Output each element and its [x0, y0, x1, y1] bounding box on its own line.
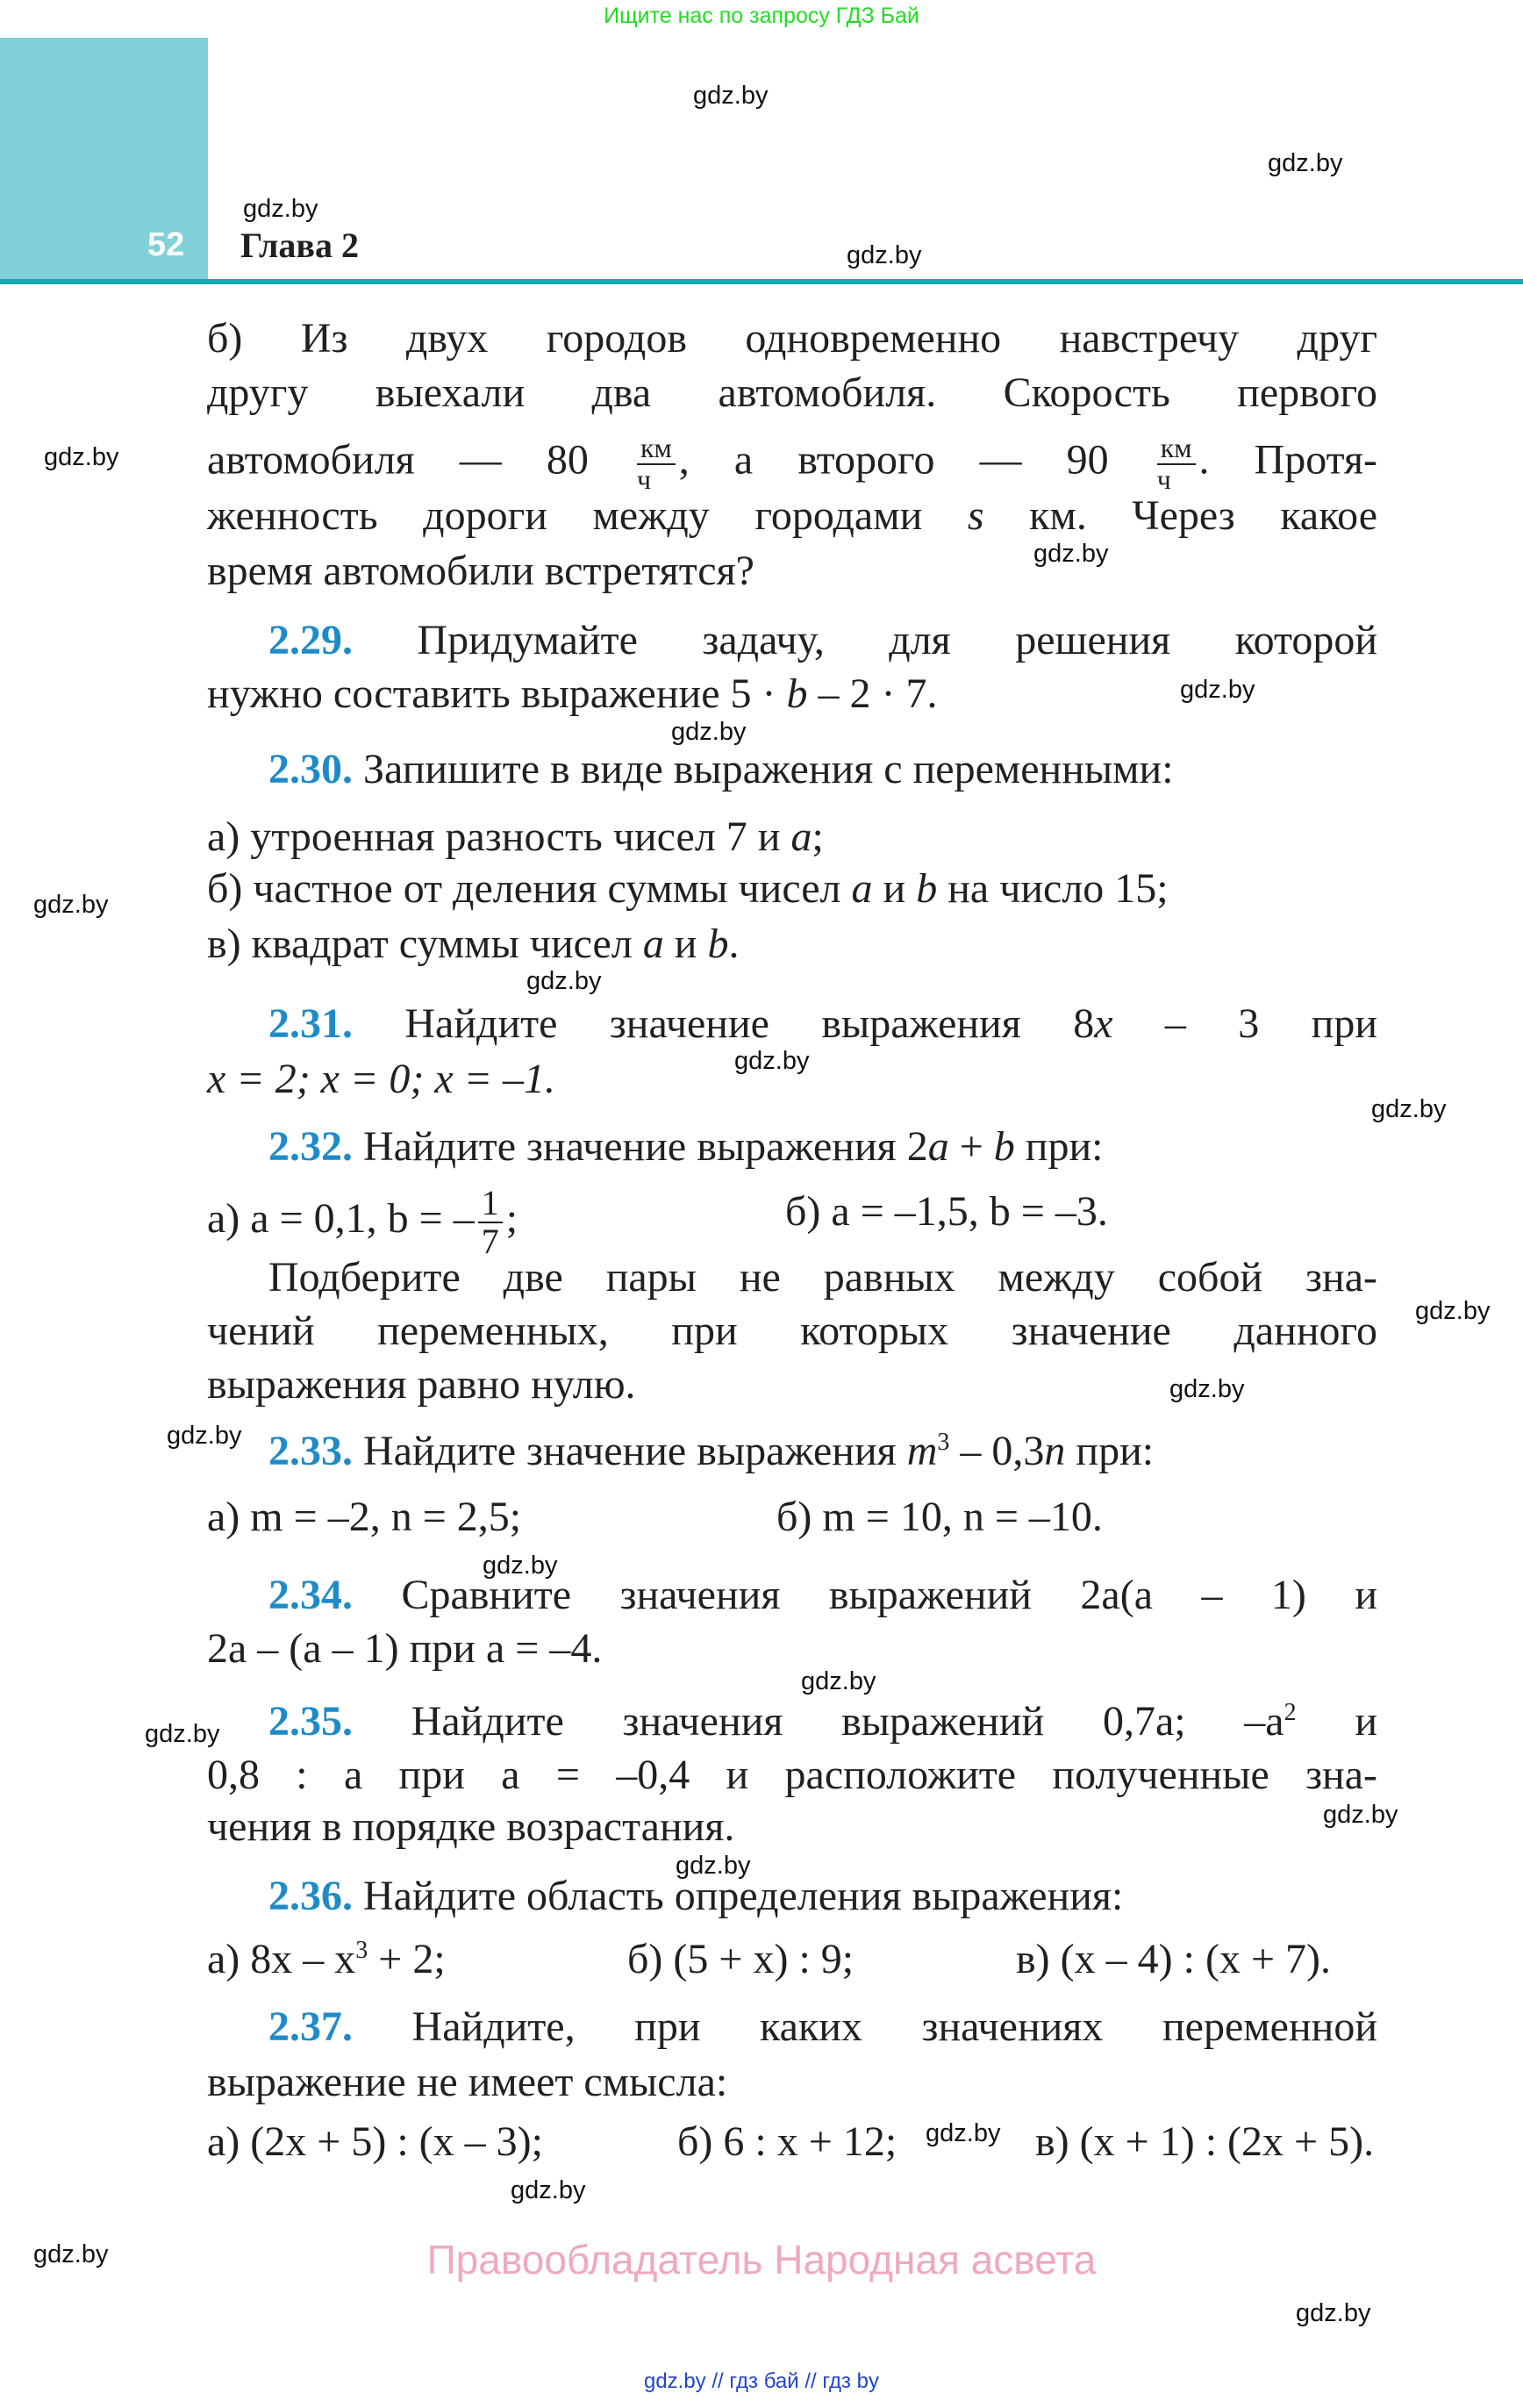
exercise-number: 2.30.: [268, 746, 353, 792]
exercise-2-37: 2.37. Найдите, при каких значениях переменной: [268, 2003, 1378, 2050]
watermark: gdz.by: [1371, 1095, 1447, 1123]
exercise-number: 2.33.: [268, 1428, 353, 1474]
page-number: 52: [147, 226, 185, 263]
text-line: 2a – (a – 1) при a = –4.: [207, 1625, 603, 1672]
option-c: в) (x + 1) : (2x + 5).: [1035, 2118, 1375, 2165]
watermark: gdz.by: [1323, 1801, 1398, 1829]
watermark: gdz.by: [44, 443, 119, 471]
option-c: в) (x – 4) : (x + 7).: [1016, 1936, 1331, 1982]
option-a: а) утроенная разность чисел 7 и a;: [207, 813, 824, 860]
exercise-2-36: 2.36. Найдите область определения выражения:: [268, 1873, 1124, 1919]
watermark: gdz.by: [693, 82, 769, 110]
option-a: а) $8x - x^3 + 2$;: [207, 1936, 446, 1982]
watermark: gdz.by: [511, 2176, 586, 2204]
exercise-2-33: 2.33. Найдите значение выражения $m^3 - 0,3n$ при:: [268, 1428, 1155, 1474]
footer-links[interactable]: gdz.by // гдз бай // гдз by: [643, 2369, 880, 2393]
text-line: выражение не имеет смысла:: [207, 2059, 728, 2105]
exercise-number: 2.36.: [268, 1873, 353, 1919]
exercise-2-30: 2.30. Запишите в виде выражения с переменными:: [268, 746, 1174, 792]
watermark: gdz.by: [1296, 2299, 1371, 2327]
unit-fraction: $\frac{км}{ч}$: [637, 434, 676, 494]
text-line: женность дороги между городами s км. Через какое: [207, 492, 1377, 539]
option-b: б) (5 + x) : 9;: [627, 1936, 854, 1982]
watermark: gdz.by: [671, 718, 747, 746]
option-b: б) m = 10, n = –10.: [776, 1494, 1103, 1540]
watermark: gdz.by: [847, 241, 922, 269]
watermark: gdz.by: [33, 2240, 109, 2268]
exercise-2-32: 2.32. Найдите значение выражения 2a + b при:: [268, 1123, 1104, 1170]
exercise-number: 2.35.: [268, 1698, 353, 1745]
watermark: gdz.by: [526, 967, 602, 995]
exercise-number: 2.31.: [268, 1000, 353, 1047]
option-c: в) квадрат суммы чисел a и b.: [207, 921, 740, 967]
text-line: Подберите две пары не равных между собой зна-: [268, 1254, 1377, 1301]
copyright-notice: Правообладатель Народная асвета: [426, 2237, 1097, 2283]
text-line: x = 2; x = 0; x = –1.: [207, 1056, 556, 1102]
text-line: б) Из двух городов одновременно навстречу друг: [207, 315, 1377, 362]
exercise-2-29: 2.29. Придумайте задачу, для решения которой: [268, 617, 1378, 663]
option-a: а) a = 0,1, b = – $\frac{1}{7}$ ;: [207, 1183, 518, 1261]
exercise-2-31: 2.31. Найдите значение выражения 8x – 3 при: [268, 1000, 1378, 1047]
option-b: б) частное от деления суммы чисел a и b на число 15;: [207, 865, 1169, 912]
text-line: время автомобили встретятся?: [207, 548, 754, 594]
option-b: б) a = –1,5, b = –3.: [785, 1188, 1108, 1235]
watermark: gdz.by: [243, 195, 318, 223]
top-banner: Ищите нас по запросу ГДЗ Бай: [604, 4, 919, 28]
watermark: gdz.by: [145, 1720, 220, 1748]
watermark: gdz.by: [926, 2119, 1001, 2147]
text-line: выражения равно нулю.: [207, 1361, 636, 1408]
text-line: другу выехали два автомобиля. Скорость первого: [207, 369, 1377, 416]
fraction: $\frac{1}{7}$: [478, 1185, 503, 1260]
watermark: gdz.by: [33, 891, 109, 919]
chapter-title: Глава 2: [240, 226, 359, 265]
exercise-number: 2.32.: [268, 1123, 353, 1170]
option-a: а) (2x + 5) : (x – 3);: [207, 2118, 543, 2165]
watermark: gdz.by: [1268, 149, 1343, 177]
unit-fraction: $\frac{км}{ч}$: [1157, 434, 1196, 494]
watermark: gdz.by: [1169, 1375, 1245, 1403]
header-rule: [0, 279, 1523, 284]
watermark: gdz.by: [1415, 1297, 1491, 1325]
watermark: gdz.by: [734, 1047, 810, 1075]
watermark: gdz.by: [1033, 540, 1109, 568]
watermark: gdz.by: [676, 1852, 751, 1880]
text-line: 0,8 : a при a = –0,4 и расположите полученные зна-: [207, 1752, 1377, 1798]
exercise-number: 2.37.: [268, 2003, 353, 2050]
exercise-number: 2.34.: [268, 1572, 353, 1618]
text-line: нужно составить выражение 5 · b – 2 · 7.: [207, 670, 938, 717]
watermark: gdz.by: [167, 1422, 242, 1450]
exercise-number: 2.29.: [268, 617, 353, 663]
watermark: gdz.by: [483, 1552, 558, 1580]
watermark: gdz.by: [801, 1667, 876, 1695]
text-line: чения в порядке возрастания.: [207, 1803, 735, 1850]
text-line: чений переменных, при которых значение данного: [207, 1308, 1377, 1354]
exercise-2-34: 2.34. Сравните значения выражений 2a(a – 1) и: [268, 1572, 1378, 1618]
option-a: а) m = –2, n = 2,5;: [207, 1494, 522, 1540]
watermark: gdz.by: [1180, 676, 1255, 704]
text-line: автомобиля — 80 $\frac{км}{ч}$ , а второго — 90 $\frac{км}{ч}$ . Протя-: [207, 432, 1378, 495]
option-b: б) 6 : x + 12;: [677, 2118, 897, 2165]
exercise-2-35: 2.35. Найдите значения выражений 0,7a; $-a^2$ и: [268, 1698, 1378, 1745]
